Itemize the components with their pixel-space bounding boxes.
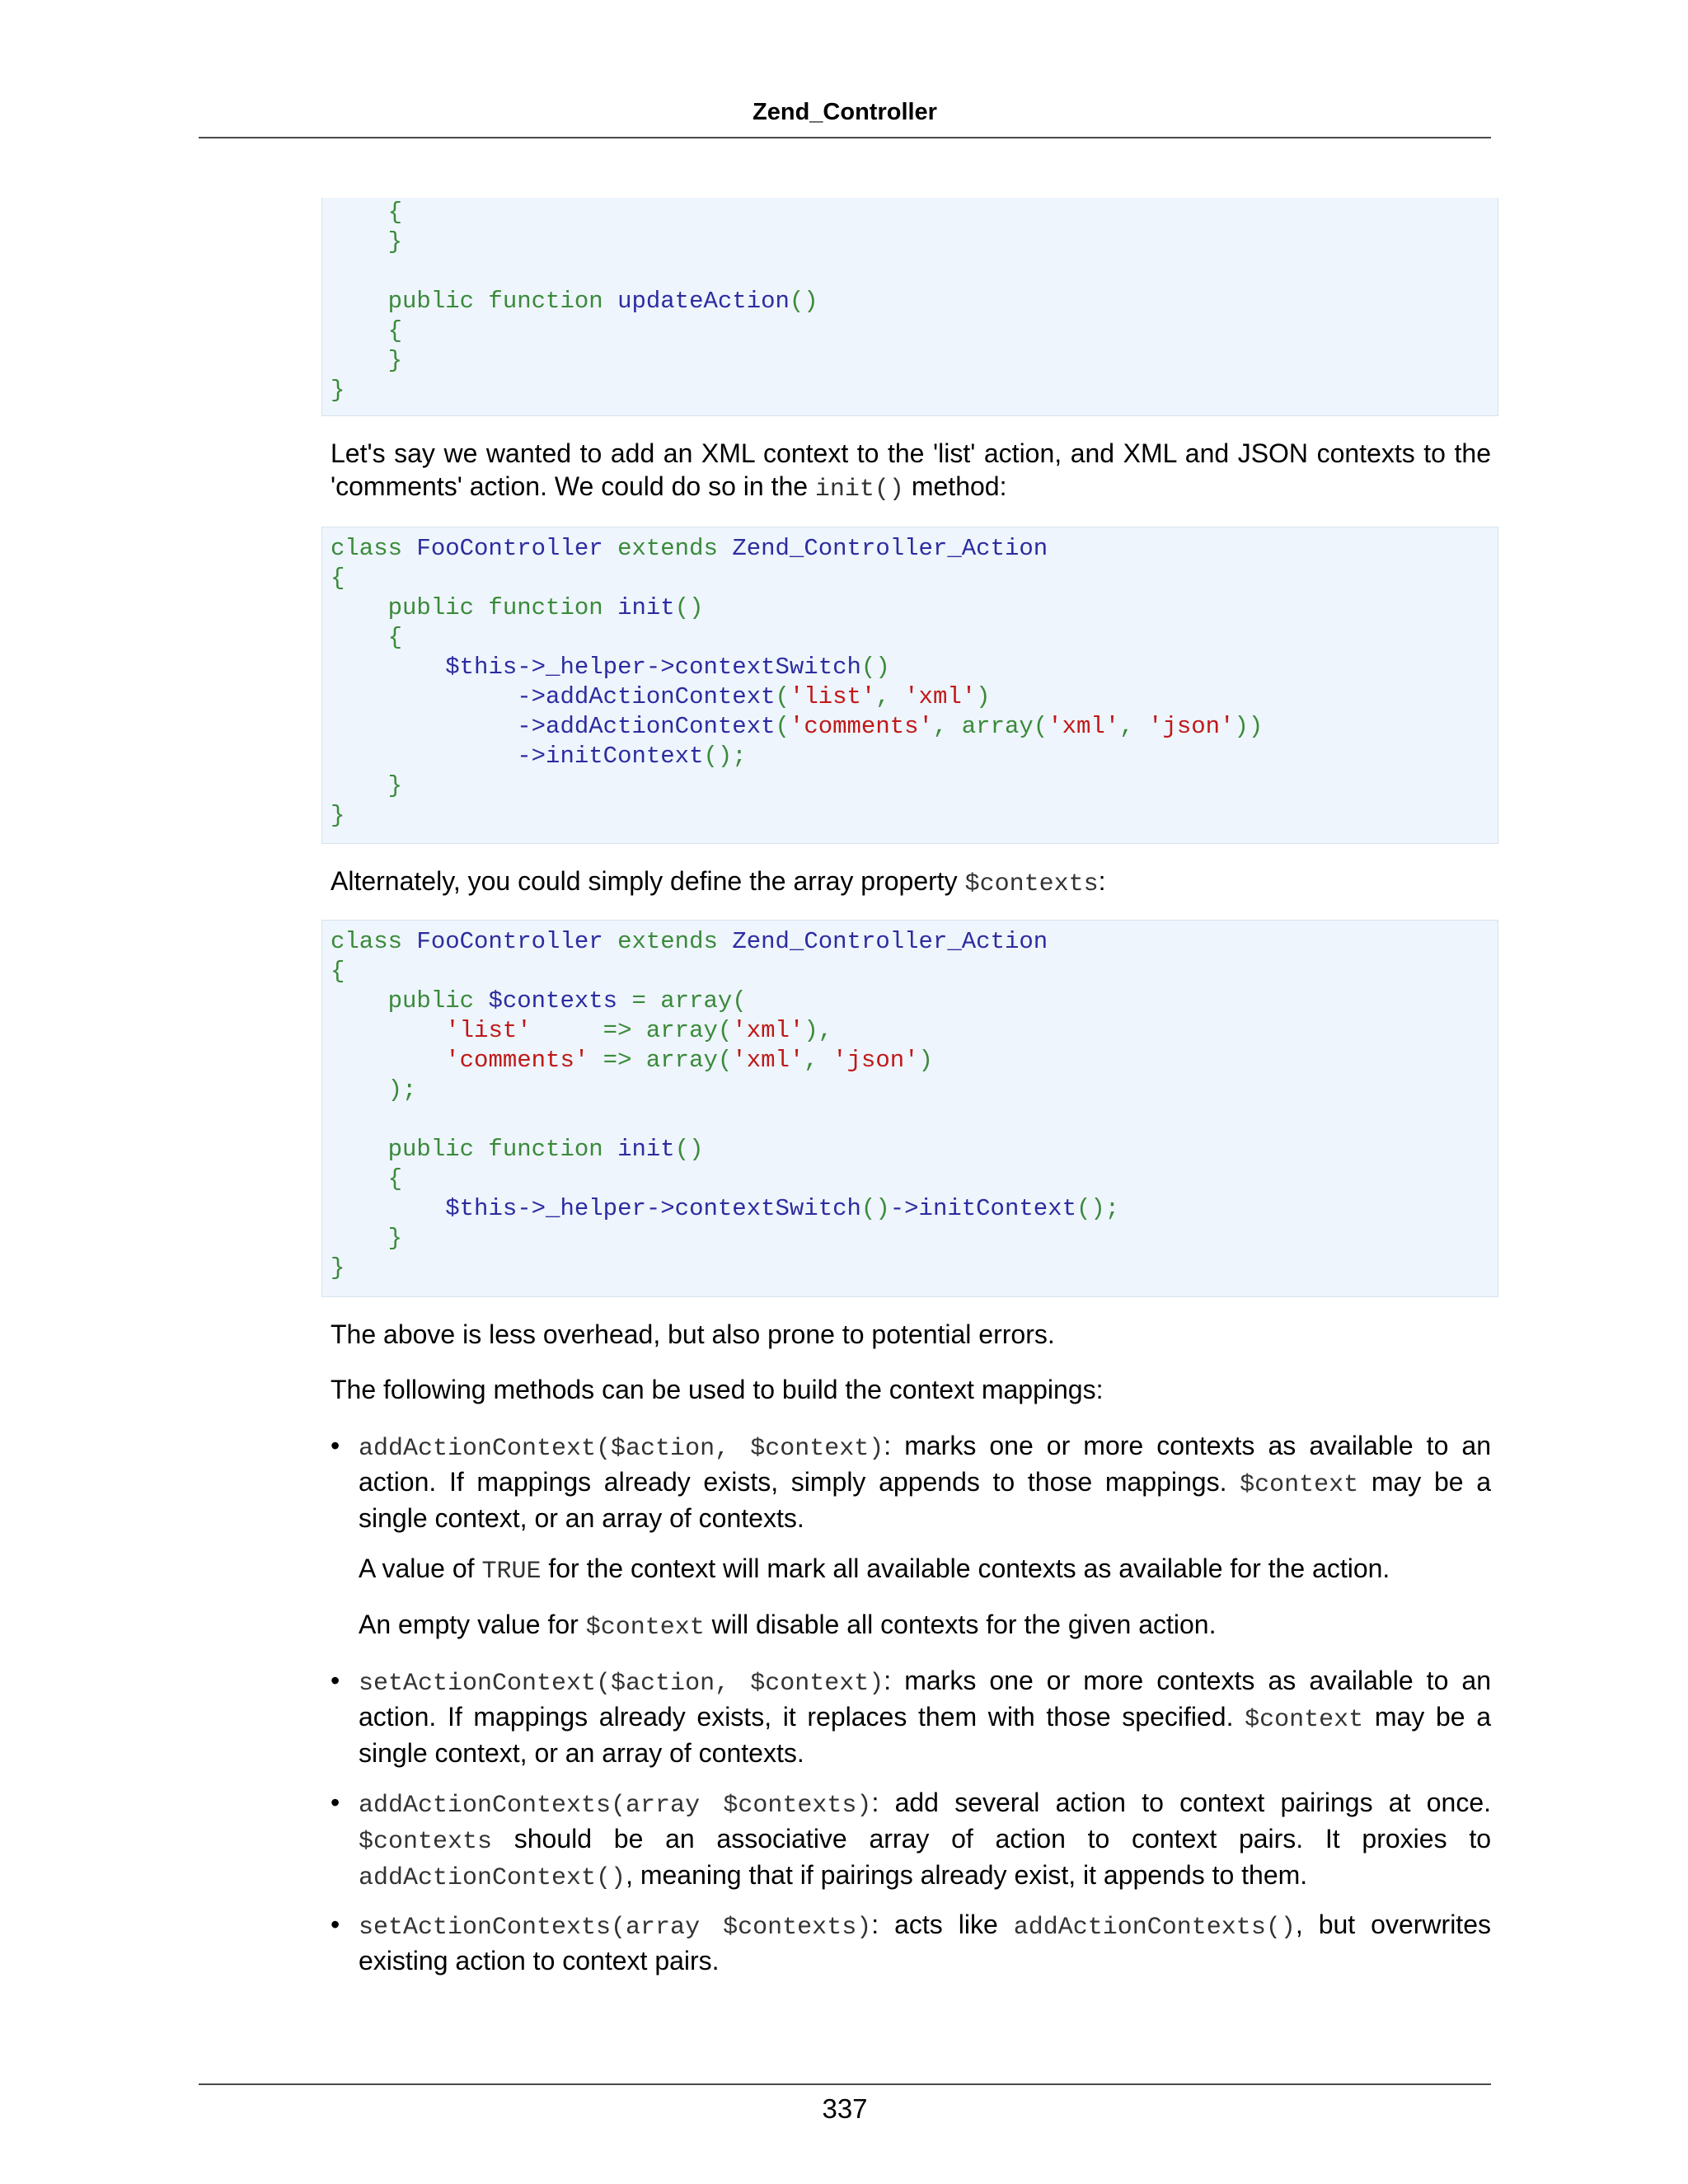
page-number: 337 [822, 2093, 868, 2124]
code-line: } [331, 772, 403, 799]
code-line: class FooController extends Zend_Controller_Action [331, 928, 1048, 955]
code-line [331, 257, 1489, 287]
code-line: 'comments' => array('xml', 'json') [445, 1047, 933, 1074]
code-line: public function updateAction() [331, 288, 818, 315]
code-line: } [331, 228, 403, 255]
code-line: } [331, 1225, 403, 1252]
code-line: { [331, 1165, 403, 1193]
code-line: public $contexts = array( [331, 987, 747, 1015]
paragraph-methods-intro: The following methods can be used to build the context mappings: [331, 1375, 1104, 1404]
code-line: ->initContext(); [517, 743, 747, 770]
page-header-title: Zend_Controller [753, 99, 937, 125]
inline-code: setActionContexts(array $contexts) [359, 1914, 872, 1942]
bullet-marker: • [331, 1666, 340, 1695]
list-item-set-action-contexts: setActionContexts(array $contexts): acts like addActionContexts(), but overwrites existing action to context pairs. [359, 1910, 1491, 1975]
code-line: ); [331, 1076, 417, 1104]
inline-code: $context [1245, 1706, 1364, 1734]
inline-code: setActionContext($action, $context) [359, 1670, 884, 1698]
code-line: { [331, 199, 403, 226]
bullet-marker: • [331, 1788, 340, 1817]
code-line: } [331, 347, 403, 374]
inline-code: $context [1240, 1471, 1359, 1499]
paragraph-intro-init: Let's say we wanted to add an XML context to the 'list' action, and XML and JSON contexts to the 'comments' action. We could do so in the init() method: [331, 438, 1491, 504]
code-line: } [331, 1254, 345, 1282]
inline-code: addActionContexts() [1013, 1914, 1296, 1942]
inline-code: $context [585, 1614, 705, 1642]
inline-code: $contexts [359, 1828, 493, 1856]
code-line: } [331, 802, 345, 829]
paragraph-overhead: The above is less overhead, but also prone to potential errors. [331, 1319, 1055, 1349]
list-item-add-action-contexts: addActionContexts(array $contexts): add several action to context pairings at once. $contexts should be an associative array of action to context pairs. It proxies to addActionContext(), meaning that if pairings already exist, it appends to them. [359, 1788, 1492, 1892]
inline-code: addActionContext() [359, 1864, 626, 1892]
code-line: $this->_helper->contextSwitch() [445, 654, 890, 681]
code-line: { [331, 624, 403, 651]
code-line: { [331, 317, 403, 344]
bullet-marker: • [331, 1431, 340, 1460]
code-line: } [331, 377, 345, 404]
paragraph-alternately: Alternately, you could simply define the array property $contexts: [331, 866, 1106, 898]
inline-code: $contexts [964, 870, 1099, 898]
code-line: { [331, 958, 345, 985]
header-divider [199, 137, 1491, 138]
code-line: ->addActionContext('list', 'xml') [517, 683, 991, 710]
list-item-set-action-context: setActionContext($action, $context): marks one or more contexts as available to an action. If mappings already exists, it replaces them with those specified. $context may be a single context, or an array of contexts. [359, 1666, 1492, 1768]
bullet-marker: • [331, 1910, 340, 1939]
inline-code: addActionContexts(array $contexts) [359, 1792, 872, 1820]
code-block-init-method [321, 527, 1498, 844]
footer-divider [199, 2083, 1491, 2085]
code-line: public function init() [331, 594, 704, 621]
code-line [331, 1105, 1489, 1135]
code-block-update-action [321, 198, 1498, 416]
code-line: $this->_helper->contextSwitch()->initContext(); [445, 1195, 1120, 1222]
inline-code: init() [814, 476, 904, 504]
list-item-note-empty: An empty value for $context will disable all contexts for the given action. [359, 1610, 1217, 1642]
code-line: public function init() [331, 1136, 704, 1163]
list-item-note-true: A value of TRUE for the context will mark all available contexts as available for the action. [359, 1554, 1390, 1586]
code-block-contexts-property [321, 920, 1498, 1297]
list-item-add-action-context: addActionContext($action, $context): marks one or more contexts as available to an action. If mappings already exists, simply appends to those mappings. $context may be a single context, or an array of contexts. [359, 1431, 1492, 1533]
inline-code: TRUE [481, 1558, 542, 1586]
code-line: ->addActionContext('comments', array('xml', 'json')) [517, 713, 1264, 740]
inline-code: addActionContext($action, $context) [359, 1435, 884, 1463]
code-line: 'list' => array('xml'), [445, 1017, 833, 1044]
code-line: { [331, 565, 345, 592]
code-line: class FooController extends Zend_Controller_Action [331, 535, 1048, 562]
